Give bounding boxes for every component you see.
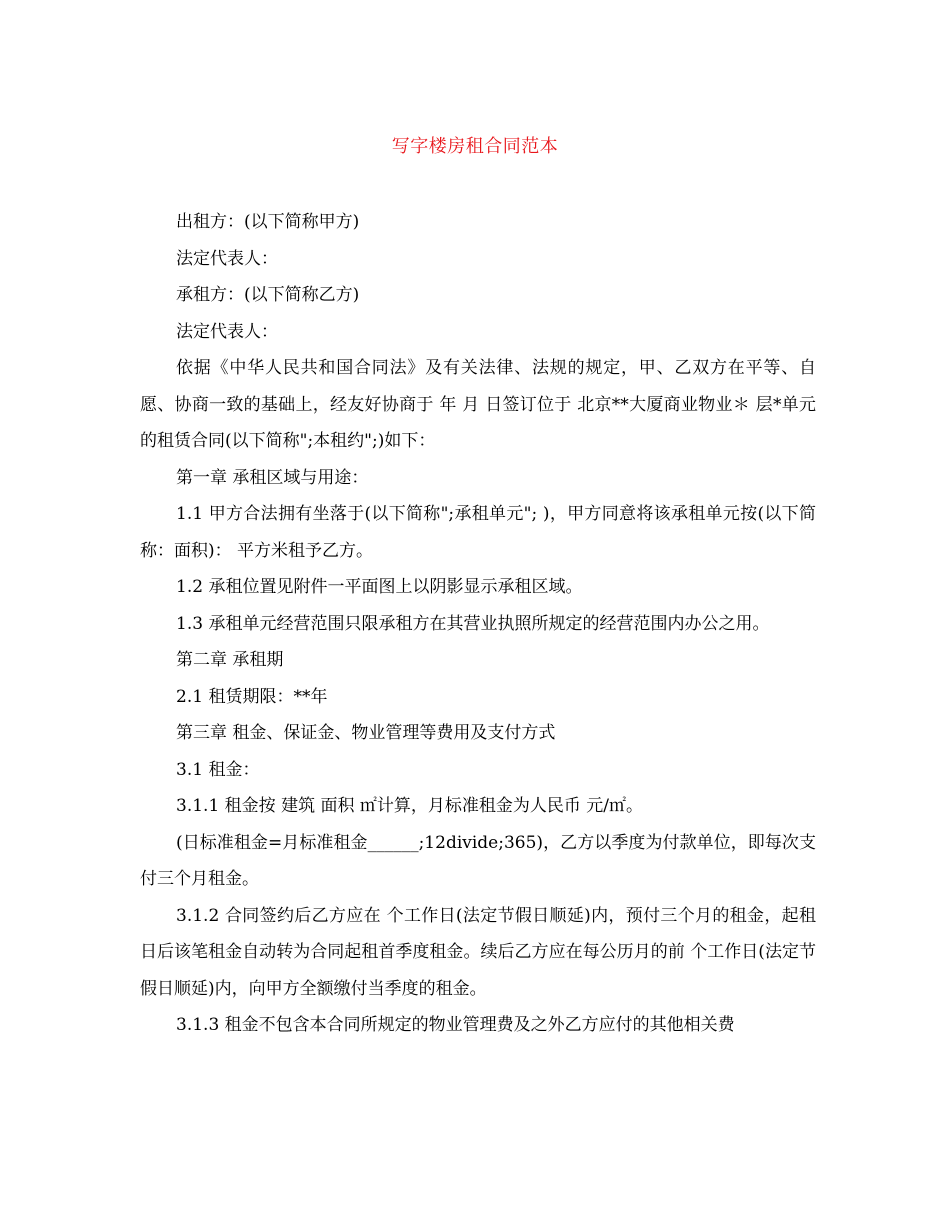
clause-1-1: 1.1 甲方合法拥有坐落于(以下简称";承租单元"; )，甲方同意将该承租单元按(以下简称：面积)： 平方米租予乙方。 bbox=[140, 504, 816, 561]
clause-1-3: 1.3 承租单元经营范围只限承租方在其营业执照所规定的经营范围内办公之用。 bbox=[176, 613, 770, 634]
party-a-representative-line: 法定代表人： bbox=[176, 248, 278, 269]
clause-3-1-3: 3.1.3 租金不包含本合同所规定的物业管理费及之外乙方应付的其他相关费 bbox=[176, 1015, 735, 1035]
document-title: 写字楼房租合同范本 bbox=[391, 136, 559, 157]
clause-3-1-2: 3.1.2 合同签约后乙方应在 个工作日(法定节假日顺延)内，预付三个月的租金，起租日后该笔租金自动转为合同起租首季度租金。续后乙方应在每公历月的前 个工作日(法定节假日顺延)内，向甲方全额缴付当季度的租金。 bbox=[140, 905, 816, 999]
clause-2-1: 2.1 租赁期限：**年 bbox=[176, 686, 328, 707]
chapter-1-heading: 第一章 承租区域与用途： bbox=[176, 467, 369, 488]
chapter-2-heading: 第二章 承租期 bbox=[176, 650, 284, 670]
chapter-3-heading: 第三章 租金、保证金、物业管理等费用及支付方式 bbox=[176, 723, 556, 743]
clause-3-1: 3.1 租金： bbox=[176, 759, 260, 780]
clause-1-2: 1.2 承租位置见附件一平面图上以阴影显示承租区域。 bbox=[176, 577, 583, 597]
preamble-paragraph: 依据《中华人民共和国合同法》及有关法律、法规的规定，甲、乙双方在平等、自愿、协商一致的基础上，经友好协商于 年 月 日签订位于 北京**大厦商业物业＊ 层*单元的租赁合同(以下简称";本租约";)如下： bbox=[140, 358, 816, 451]
party-b-representative-line: 法定代表人： bbox=[176, 321, 278, 342]
party-a-line: 出租方：(以下简称甲方) bbox=[176, 212, 360, 232]
daily-rent-note: (日标准租金=月标准租金______;12divide;365)，乙方以季度为付款单位，即每次支付三个月租金。 bbox=[140, 832, 816, 889]
document-body bbox=[140, 204, 816, 1044]
clause-3-1-1: 3.1.1 租金按 建筑 面积 ㎡计算，月标准租金为人民币 元/㎡。 bbox=[176, 796, 644, 816]
party-b-line: 承租方：(以下简称乙方) bbox=[176, 285, 360, 305]
